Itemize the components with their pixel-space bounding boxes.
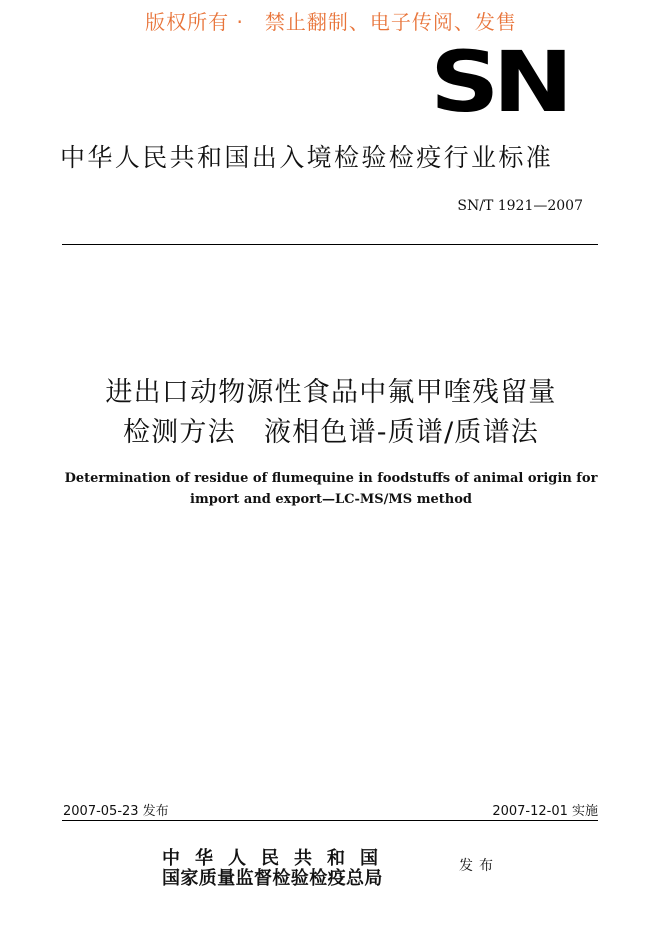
- issuer-line1: 中华人民共和国: [162, 848, 393, 869]
- title-en-line1: Determination of residue of flumequine in foodstuffs of animal origin for: [64, 471, 598, 486]
- title-en-line2: import and export—LC-MS/MS method: [190, 492, 472, 507]
- standard-code: SN/T 1921—2007: [457, 198, 583, 214]
- sn-logo: [430, 33, 567, 131]
- title-zh-line2: 检测方法 液相色谱-质谱/质谱法: [122, 417, 540, 448]
- issuer-line2: 国家质量监督检验检疫总局: [162, 868, 383, 889]
- footer-divider: [62, 820, 598, 821]
- copyright-notice: 版权所有 · 禁止翻制、电子传阅、发售: [145, 10, 517, 34]
- issue-date: 2007-05-23 发布: [63, 804, 169, 819]
- header-divider: [62, 244, 598, 245]
- implementation-date: 2007-12-01 实施: [492, 804, 598, 819]
- title-zh-line1: 进出口动物源性食品中氟甲喹残留量: [105, 377, 557, 408]
- org-title: 中华人民共和国出入境检验检疫行业标准: [60, 143, 554, 172]
- sn-logo-text: SN: [430, 33, 567, 131]
- issue-action: 发布: [459, 858, 499, 874]
